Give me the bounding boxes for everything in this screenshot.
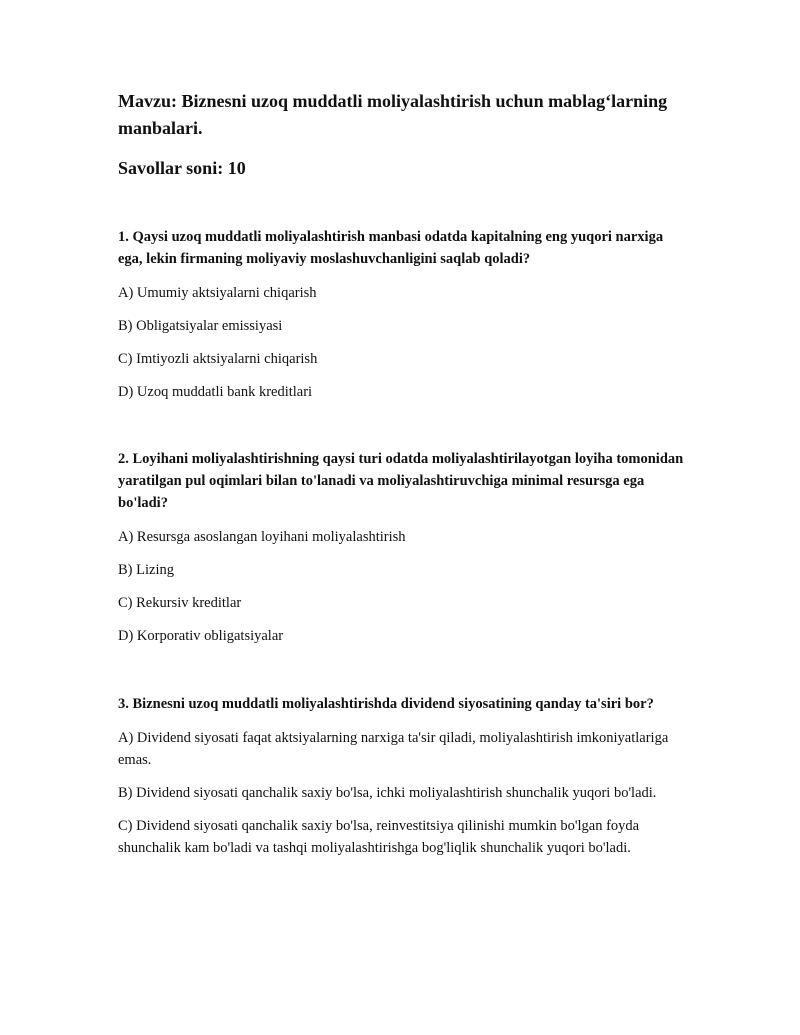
answer-option-c: C) Rekursiv kreditlar: [118, 595, 242, 611]
question-text: 3. Biznesni uzoq muddatli moliyalashtirishda dividend siyosatining qanday ta'siri bor?: [118, 696, 654, 712]
answer-options: [118, 526, 690, 647]
answer-options: [118, 727, 690, 859]
document-title: Mavzu: Biznesni uzoq muddatli moliyalashtirish uchun mablag‘larning manbalari.: [118, 91, 668, 138]
answer-options: [118, 282, 690, 403]
answer-option-b: B) Dividend siyosati qanchalik saxiy bo'lsa, ichki moliyalashtirish shunchalik yuqori bo'ladi.: [118, 785, 657, 801]
question-text: 1. Qaysi uzoq muddatli moliyalashtirish manbasi odatda kapitalning eng yuqori narxiga ega, lekin firmaning moliyaviy moslashuvchanligini saqlab qoladi?: [118, 229, 664, 267]
answer-option-c: C) Imtiyozli aktsiyalarni chiqarish: [118, 351, 318, 367]
question-block-1: [118, 226, 690, 403]
question-text: 2. Loyihani moliyalashtirishning qaysi turi odatda moliyalashtirilayotgan loyiha tomonidan yaratilgan pul oqimlari bilan to'lanadi va moliyalashtiruvchiga minimal resursga ega bo'ladi?: [118, 451, 684, 511]
answer-option-d: D) Korporativ obligatsiyalar: [118, 628, 284, 644]
document-page: [118, 88, 690, 859]
answer-option-a: A) Resursga asoslangan loyihani moliyalashtirish: [118, 529, 406, 545]
answer-option-d: D) Uzoq muddatli bank kreditlari: [118, 384, 313, 400]
answer-option-a: A) Umumiy aktsiyalarni chiqarish: [118, 285, 317, 301]
answer-option-b: B) Obligatsiyalar emissiyasi: [118, 318, 283, 334]
question-block-2: [118, 448, 690, 647]
question-count: Savollar soni: 10: [118, 158, 246, 178]
answer-option-b: B) Lizing: [118, 562, 174, 578]
answer-option-a: A) Dividend siyosati faqat aktsiyalarning narxiga ta'sir qiladi, moliyalashtirish imkoniyatlariga emas.: [118, 730, 669, 768]
answer-option-c: C) Dividend siyosati qanchalik saxiy bo'lsa, reinvestitsiya qilinishi mumkin bo'lgan foyda shunchalik kam bo'ladi va tashqi moliyalashtirishga bog'liqlik shunchalik yuqori bo'ladi.: [118, 818, 640, 856]
question-block-3: [118, 693, 690, 859]
